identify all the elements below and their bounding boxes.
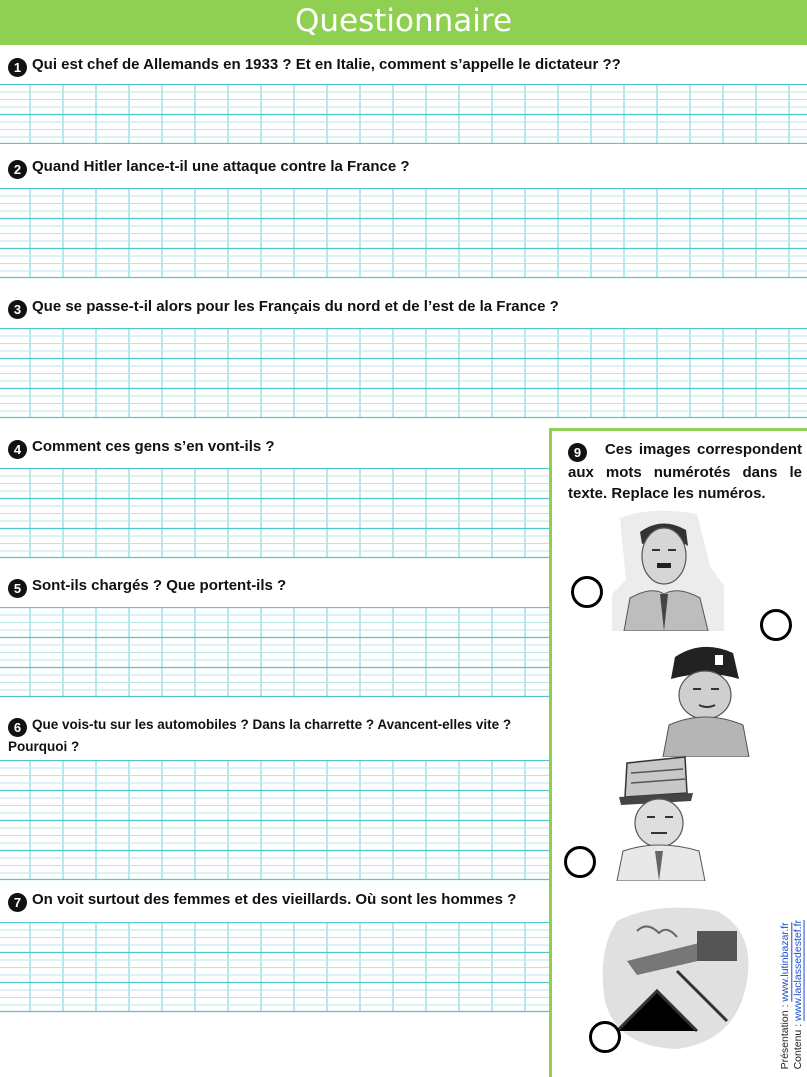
answer-lines-6[interactable]	[0, 760, 549, 882]
question-6	[8, 715, 548, 757]
question-text: Que vois-tu sur les automobiles ? Dans la charrette ? Avancent-elles vite ? Pourquoi ?	[8, 717, 512, 754]
question-number: 4	[8, 440, 27, 459]
credits-link-laclassedestef[interactable]: www.laclassedestef.fr	[792, 919, 804, 1021]
credits-label: Contenu :	[792, 1020, 804, 1069]
question-9-panel	[549, 428, 807, 1077]
answer-circle-2[interactable]	[760, 609, 792, 641]
portrait-petain-image	[607, 753, 715, 881]
portrait-mussolini-image	[657, 639, 752, 757]
page-header	[0, 0, 807, 45]
answer-circle-1[interactable]	[571, 576, 603, 608]
credits-presentation	[779, 920, 792, 1069]
question-text: Que se passe-t-il alors pour les Français du nord et de l’est de la France ?	[32, 298, 559, 315]
question-number: 5	[8, 579, 27, 598]
question-2	[8, 157, 410, 179]
question-number: 3	[8, 300, 27, 319]
answer-circle-4[interactable]	[589, 1021, 621, 1053]
credits	[779, 920, 805, 1069]
question-text: Comment ces gens s’en vont-ils ?	[32, 438, 275, 455]
question-3	[8, 297, 559, 319]
question-text: On voit surtout des femmes et des vieillards. Où sont les hommes ?	[32, 891, 517, 908]
question-number: 2	[8, 160, 27, 179]
answer-lines-4[interactable]	[0, 468, 549, 560]
answer-lines-3[interactable]	[0, 328, 807, 420]
question-9	[568, 439, 802, 504]
answer-lines-7[interactable]	[0, 922, 549, 1014]
credits-link-lutinbazar[interactable]: www.lutinbazar.fr	[779, 921, 791, 1002]
question-text: Qui est chef de Allemands en 1933 ? Et en Italie, comment s’appelle le dictateur ??	[32, 56, 621, 73]
page-title: Questionnaire	[294, 3, 513, 39]
battle-scene-image	[597, 901, 757, 1051]
credits-content	[792, 920, 805, 1069]
question-number: 9	[568, 443, 587, 462]
question-text: Ces images correspondent aux mots numérotés dans le texte. Replace les numéros.	[568, 441, 802, 502]
portrait-hitler-image	[612, 506, 727, 631]
credits-label: Présentation :	[779, 1001, 791, 1069]
question-text: Quand Hitler lance-t-il une attaque contre la France ?	[32, 158, 410, 175]
answer-lines-5[interactable]	[0, 607, 549, 699]
question-4	[8, 437, 275, 459]
question-text: Sont-ils chargés ? Que portent-ils ?	[32, 577, 287, 594]
question-number: 7	[8, 893, 27, 912]
question-number: 6	[8, 718, 27, 737]
question-7	[8, 890, 516, 912]
answer-lines-2[interactable]	[0, 188, 807, 280]
question-number: 1	[8, 58, 27, 77]
question-5	[8, 576, 286, 598]
answer-lines-1[interactable]	[0, 84, 807, 144]
question-1	[8, 55, 621, 77]
answer-circle-3[interactable]	[564, 846, 596, 878]
